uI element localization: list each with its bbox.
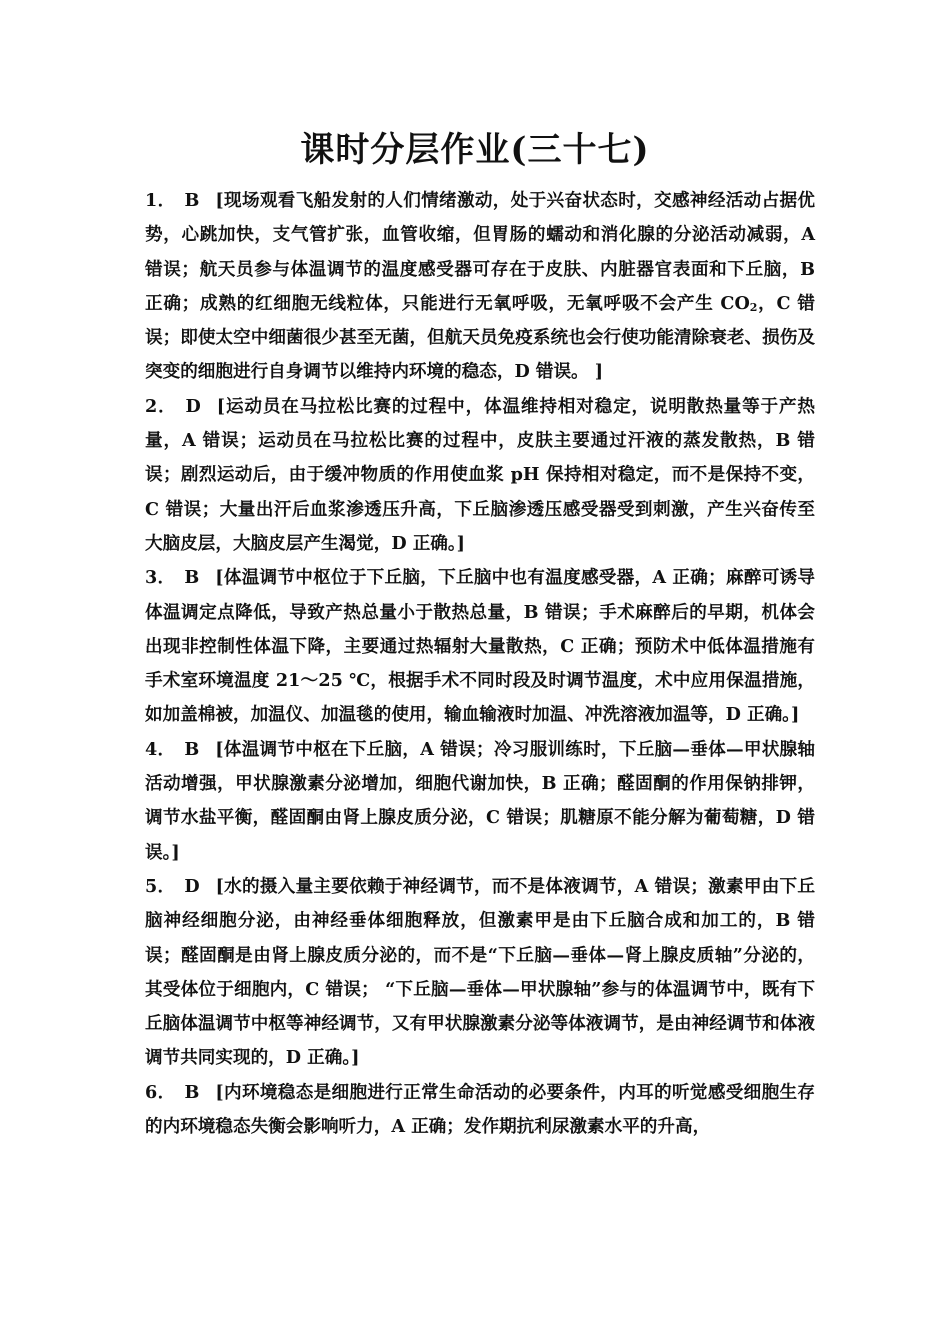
item-number: 4． [145, 738, 176, 760]
answer-item-6 [145, 1076, 815, 1145]
item-number: 3． [145, 567, 176, 589]
page-title: 课时分层作业(三十七) [300, 130, 650, 170]
item-explanation: [内环境稳态是细胞进行正常生命活动的必要条件，内耳的听觉感受细胞生存的内环境稳态失衡会影响听力，A 正确；发作期抗利尿激素水平的升高， [145, 1081, 816, 1138]
subscript: 2 [749, 300, 758, 314]
item-number: 2． [145, 395, 177, 417]
item-explanation: [运动员在马拉松比赛的过程中，体温维持相对稳定，说明散热量等于产热量，A 错误；运动员在马拉松比赛的过程中，皮肤主要通过汗液的蒸发散热，B 错误；剧烈运动后，由于缓冲物质的作用使血浆 pH 保持相对稳定，而不是保持不变，C 错误；大量出汗后血浆渗透压升高，下丘脑渗透压感受器受到刺激，产生兴奋传至大脑皮层，大脑皮层产生渴觉，D 正确。] [145, 395, 816, 554]
item-explanation-continued: ，C 错误；即使太空中细菌很少甚至无菌，但航天员免疫系统也会行使功能清除衰老、损伤及突变的细胞进行自身调节以维持内环境的稳态，D 错误。 ] [145, 292, 815, 383]
answer-list [145, 184, 815, 1144]
answer-item-3 [145, 561, 815, 732]
answer-item-1 [145, 184, 815, 390]
answer-item-5 [145, 870, 815, 1076]
item-answer: B [184, 738, 200, 760]
item-answer: B [184, 1081, 200, 1103]
answer-item-2 [145, 390, 815, 561]
item-answer: B [184, 190, 200, 211]
answer-item-4 [145, 733, 815, 870]
item-answer: D [184, 875, 200, 897]
item-number: 5． [145, 875, 176, 897]
item-answer: B [184, 567, 200, 589]
item-explanation: [现场观看飞船发射的人们情绪激动，处于兴奋状态时，交感神经活动占据优势，心跳加快，支气管扩张，血管收缩，但胃肠的蠕动和消化腺的分泌活动减弱，A 错误；航天员参与体温调节的温度感受器可存在于皮肤、内脏器官表面和下丘脑，B 正确；成熟的红细胞无线粒体，只能进行无氧呼吸，无氧呼吸不会产生 CO [145, 190, 816, 314]
item-answer: D [185, 395, 201, 417]
item-explanation: [水的摄入量主要依赖于神经调节，而不是体液调节，A 错误；激素甲由下丘脑神经细胞分泌，由神经垂体细胞释放，但激素甲是由下丘脑合成和加工的，B 错误；醛固酮是由肾上腺皮质分泌的，而不是“下丘脑—垂体—肾上腺皮质轴”分泌的，其受体位于细胞内，C 错误； “下丘脑—垂体—甲状腺轴”参与的体温调节中，既有下丘脑体温调节中枢等神经调节，又有甲状腺激素分泌等体液调节，是由神经调节和体液调节共同实现的，D 正确。] [145, 875, 815, 1069]
item-explanation: [体温调节中枢位于下丘脑，下丘脑中也有温度感受器，A 正确；麻醉可诱导体温调定点降低，导致产热总量小于散热总量，B 错误；手术麻醉后的早期，机体会出现非控制性体温下降，主要通过热辐射大量散热，C 正确；预防术中低体温措施有手术室环境温度 21～25 ℃，根据手术不同时段及时调节温度，术中应用保温措施，如加盖棉被，加温仪、加温毯的使用，输血输液时加温、冲洗溶液加温等，D 正确。] [145, 567, 816, 726]
item-number: 1． [145, 190, 176, 211]
item-number: 6． [145, 1081, 176, 1103]
item-explanation: [体温调节中枢在下丘脑，A 错误；冷习服训练时，下丘脑—垂体—甲状腺轴活动增强，甲状腺激素分泌增加，细胞代谢加快，B 正确；醛固酮的作用保钠排钾，调节水盐平衡，醛固酮由肾上腺皮质分泌，C 错误；肌糖原不能分解为葡萄糖，D 错误。] [145, 738, 816, 863]
